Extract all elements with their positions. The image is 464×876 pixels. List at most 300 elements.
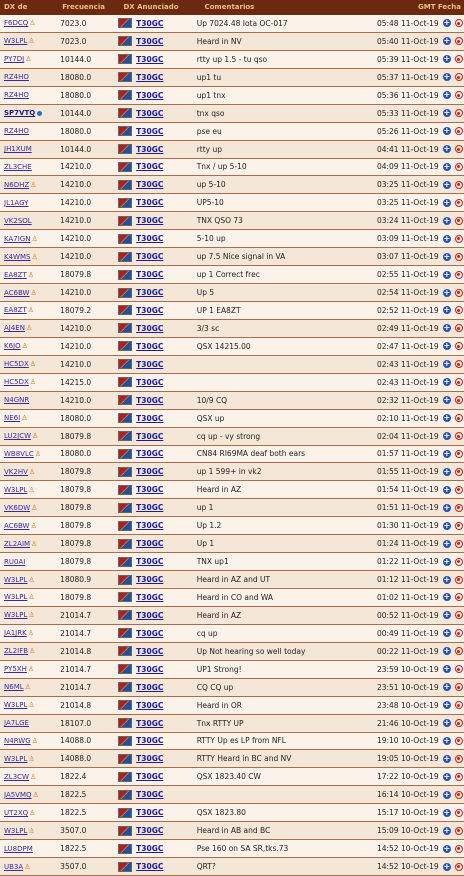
spotter-callsign-link[interactable]: RZ4HO bbox=[4, 127, 29, 136]
remove-icon[interactable] bbox=[455, 414, 463, 422]
person-icon[interactable]: ♙ bbox=[32, 432, 39, 441]
spotter-callsign-link[interactable]: VK2HV bbox=[4, 467, 28, 476]
remove-icon[interactable] bbox=[455, 468, 463, 476]
add-icon[interactable]: + bbox=[443, 861, 451, 871]
remove-icon[interactable] bbox=[455, 576, 463, 584]
spotter-callsign-link[interactable]: ZL3CHE bbox=[4, 162, 32, 171]
dx-callsign-link[interactable]: T30GC bbox=[136, 575, 164, 585]
spotter-callsign-link[interactable]: HC5DX bbox=[4, 360, 29, 369]
dx-cell bbox=[114, 700, 191, 710]
dx-cell bbox=[114, 718, 191, 728]
frequency-cell: 18080.0 bbox=[60, 126, 92, 136]
remove-icon[interactable] bbox=[455, 540, 463, 548]
person-icon[interactable]: ♙ bbox=[30, 180, 37, 189]
time-cell: 01:22 11-Oct-19 bbox=[376, 557, 439, 567]
add-icon[interactable]: + bbox=[443, 18, 451, 28]
row-actions bbox=[442, 253, 464, 261]
dx-callsign-link[interactable]: T30GC bbox=[136, 610, 164, 620]
add-icon[interactable]: + bbox=[443, 502, 451, 512]
dx-callsign-link[interactable]: T30GC bbox=[136, 557, 164, 567]
dx-callsign-link[interactable]: T30GC bbox=[136, 144, 164, 154]
remove-icon[interactable] bbox=[455, 271, 463, 279]
time-cell: 01:12 11-Oct-19 bbox=[376, 575, 439, 585]
add-icon[interactable]: + bbox=[443, 341, 451, 351]
person-icon[interactable]: ♙ bbox=[27, 665, 35, 674]
spotter-callsign-link[interactable]: JH1XUM bbox=[4, 145, 32, 154]
add-icon[interactable]: + bbox=[443, 323, 451, 333]
add-icon[interactable]: + bbox=[443, 179, 451, 189]
spotter-callsign-link[interactable]: RU0AI bbox=[4, 557, 26, 566]
dx-callsign-link[interactable]: T30GC bbox=[136, 844, 164, 854]
person-icon[interactable]: ♙ bbox=[27, 270, 35, 279]
remove-icon[interactable] bbox=[455, 863, 463, 871]
spotter-callsign-link[interactable]: JL1AGY bbox=[4, 198, 29, 207]
spotter-callsign-link[interactable]: VK6DW bbox=[4, 503, 31, 512]
row-actions bbox=[442, 486, 464, 494]
add-icon[interactable]: + bbox=[443, 144, 451, 154]
remove-icon[interactable] bbox=[455, 360, 463, 368]
spotter-callsign-link[interactable]: W3LPL bbox=[4, 575, 28, 584]
dx-callsign-link[interactable]: T30GC bbox=[136, 700, 164, 710]
add-icon[interactable]: + bbox=[443, 700, 451, 710]
time-cell: 02:43 11-Oct-19 bbox=[376, 377, 439, 387]
spotter-cell bbox=[0, 199, 55, 207]
flag-icon bbox=[118, 664, 132, 674]
spotter-callsign-link[interactable]: AC6BW bbox=[4, 521, 30, 530]
spotter-cell bbox=[0, 486, 55, 494]
person-icon[interactable]: ♙ bbox=[28, 485, 35, 494]
dx-callsign-link[interactable]: T30GC bbox=[136, 234, 164, 244]
frequency-cell: 21014.8 bbox=[60, 700, 92, 710]
add-icon[interactable]: + bbox=[443, 628, 451, 638]
table-row bbox=[0, 194, 464, 212]
dx-callsign-link[interactable]: T30GC bbox=[136, 359, 164, 369]
add-icon[interactable]: + bbox=[443, 126, 451, 136]
add-icon[interactable]: + bbox=[443, 431, 451, 441]
dx-callsign-link[interactable]: T30GC bbox=[136, 90, 164, 100]
add-icon[interactable]: + bbox=[443, 610, 451, 620]
spotter-callsign-link[interactable]: W3LPL bbox=[4, 754, 28, 763]
person-icon[interactable]: ♙ bbox=[28, 611, 35, 620]
row-actions bbox=[442, 414, 464, 422]
frequency-cell: 14210.0 bbox=[60, 234, 92, 244]
spotter-cell bbox=[0, 450, 55, 458]
flag-icon bbox=[118, 54, 132, 64]
spotter-cell bbox=[0, 289, 55, 297]
dx-callsign-link[interactable]: T30GC bbox=[136, 126, 164, 136]
spotter-callsign-link[interactable]: W3LPL bbox=[4, 593, 28, 602]
spotter-callsign-link[interactable]: K4WMS bbox=[4, 252, 31, 261]
header-dx[interactable]: DX Anunciado bbox=[123, 3, 179, 11]
spotter-cell bbox=[0, 504, 55, 512]
dx-callsign-link[interactable]: T30GC bbox=[136, 592, 164, 602]
dx-callsign-link[interactable]: T30GC bbox=[136, 467, 164, 477]
spotter-callsign-link[interactable]: RZ4HO bbox=[4, 73, 29, 82]
flag-icon bbox=[118, 592, 132, 602]
remove-icon[interactable] bbox=[455, 145, 463, 153]
add-icon[interactable]: + bbox=[443, 484, 451, 494]
person-icon[interactable]: ♙ bbox=[30, 521, 37, 530]
comment-cell: up 1 599+ in vk2 bbox=[196, 467, 262, 477]
spotter-callsign-link[interactable]: HC5DX bbox=[4, 378, 29, 387]
flag-icon bbox=[118, 754, 132, 764]
person-icon[interactable]: ♙ bbox=[29, 772, 37, 781]
person-icon[interactable]: ♙ bbox=[31, 539, 38, 548]
add-icon[interactable]: + bbox=[443, 233, 451, 243]
dx-callsign-link[interactable]: T30GC bbox=[136, 826, 164, 836]
dx-callsign-link[interactable]: T30GC bbox=[136, 736, 164, 746]
dx-callsign-link[interactable]: T30GC bbox=[136, 180, 164, 190]
dx-callsign-link[interactable]: T30GC bbox=[136, 108, 164, 118]
dx-cell bbox=[114, 808, 191, 818]
dx-callsign-link[interactable]: T30GC bbox=[136, 198, 164, 208]
spotter-callsign-link[interactable]: N4GNR bbox=[4, 396, 30, 405]
spotter-callsign-link[interactable]: VK2SOL bbox=[4, 216, 32, 225]
person-icon[interactable]: ♙ bbox=[29, 808, 36, 817]
person-icon[interactable]: ♙ bbox=[31, 503, 38, 512]
remove-icon[interactable] bbox=[455, 55, 463, 63]
add-icon[interactable]: + bbox=[443, 718, 451, 728]
dx-callsign-link[interactable]: T30GC bbox=[136, 270, 164, 280]
remove-icon[interactable] bbox=[455, 253, 463, 261]
header-comments[interactable]: Comentarios bbox=[204, 3, 255, 11]
spotter-callsign-link[interactable]: LU8DPM bbox=[4, 844, 33, 853]
person-icon[interactable]: ♙ bbox=[29, 360, 37, 369]
spotter-callsign-link[interactable]: UT2XQ bbox=[4, 808, 29, 817]
spotter-callsign-link[interactable]: UB3A bbox=[4, 862, 24, 871]
add-icon[interactable]: + bbox=[443, 574, 451, 584]
dx-callsign-link[interactable]: T30GC bbox=[136, 808, 164, 818]
spotter-callsign-link[interactable]: ZL2AIM bbox=[4, 539, 31, 548]
dx-callsign-link[interactable]: T30GC bbox=[136, 772, 164, 782]
add-icon[interactable]: + bbox=[443, 36, 451, 46]
remove-icon[interactable] bbox=[455, 593, 463, 601]
dx-callsign-link[interactable]: T30GC bbox=[136, 539, 164, 549]
dx-callsign-link[interactable]: T30GC bbox=[136, 485, 164, 495]
add-icon[interactable]: + bbox=[443, 682, 451, 692]
spotter-cell bbox=[0, 719, 55, 727]
remove-icon[interactable] bbox=[455, 396, 463, 404]
remove-icon[interactable] bbox=[455, 91, 463, 99]
dx-cell bbox=[114, 18, 191, 28]
spotter-callsign-link[interactable]: NE6I bbox=[4, 414, 21, 423]
remove-icon[interactable] bbox=[455, 522, 463, 530]
add-icon[interactable]: + bbox=[443, 90, 451, 100]
add-icon[interactable]: + bbox=[443, 646, 451, 656]
person-icon[interactable]: ♙ bbox=[28, 467, 36, 476]
add-icon[interactable]: + bbox=[443, 448, 451, 458]
comment-cell: Up Not hearing so well today bbox=[196, 646, 306, 656]
dx-cell bbox=[114, 682, 191, 692]
add-icon[interactable]: + bbox=[443, 735, 451, 745]
add-icon[interactable]: + bbox=[443, 161, 451, 171]
add-icon[interactable]: + bbox=[443, 556, 451, 566]
person-icon[interactable]: ♙ bbox=[27, 306, 35, 315]
person-icon[interactable]: ♙ bbox=[28, 575, 35, 584]
frequency-cell: 10144.0 bbox=[60, 54, 92, 64]
remove-icon[interactable] bbox=[455, 163, 463, 171]
dx-callsign-link[interactable]: T30GC bbox=[136, 862, 164, 872]
remove-icon[interactable] bbox=[455, 324, 463, 332]
add-icon[interactable]: + bbox=[443, 359, 451, 369]
dx-callsign-link[interactable]: T30GC bbox=[136, 377, 164, 387]
remove-icon[interactable] bbox=[455, 19, 463, 27]
remove-icon[interactable] bbox=[455, 181, 463, 189]
spotter-cell bbox=[0, 755, 55, 763]
person-icon[interactable]: ♙ bbox=[29, 378, 37, 387]
comment-cell: cq up - vy strong bbox=[196, 431, 261, 441]
time-cell: 05:33 11-Oct-19 bbox=[376, 108, 439, 118]
remove-icon[interactable] bbox=[455, 486, 463, 494]
remove-icon[interactable] bbox=[455, 342, 463, 350]
time-cell: 01:57 11-Oct-19 bbox=[376, 449, 439, 459]
dx-callsign-link[interactable]: T30GC bbox=[136, 341, 164, 351]
remove-icon[interactable] bbox=[455, 558, 463, 566]
spotter-callsign-link[interactable]: W3LPL bbox=[4, 826, 28, 835]
spotter-callsign-link[interactable]: EA8ZT bbox=[4, 270, 27, 279]
person-icon[interactable]: ♙ bbox=[21, 414, 28, 423]
remove-icon[interactable] bbox=[455, 647, 463, 655]
remove-icon[interactable] bbox=[455, 719, 463, 727]
remove-icon[interactable] bbox=[455, 235, 463, 243]
remove-icon[interactable] bbox=[455, 109, 463, 117]
remove-icon[interactable] bbox=[455, 127, 463, 135]
dx-callsign-link[interactable]: T30GC bbox=[136, 54, 164, 64]
row-actions bbox=[442, 217, 464, 225]
remove-icon[interactable] bbox=[455, 809, 463, 817]
add-icon[interactable]: + bbox=[443, 305, 451, 315]
comment-cell: UP 1 EA8ZT bbox=[196, 305, 241, 315]
spotter-callsign-link[interactable]: JA5VMQ bbox=[4, 790, 32, 799]
add-icon[interactable]: + bbox=[443, 771, 451, 781]
spotter-callsign-link[interactable]: W3LPL bbox=[4, 485, 28, 494]
spotter-callsign-link[interactable]: ZL2IFB bbox=[4, 647, 29, 656]
dx-cell bbox=[114, 198, 191, 208]
online-status-icon bbox=[37, 111, 42, 116]
spotter-callsign-link[interactable]: AJ4EN bbox=[4, 324, 25, 333]
remove-icon[interactable] bbox=[455, 504, 463, 512]
header-time[interactable]: GMT Fecha bbox=[417, 3, 462, 11]
spotter-cell bbox=[0, 73, 55, 81]
frequency-cell: 18080.0 bbox=[60, 90, 92, 100]
person-icon[interactable]: ♙ bbox=[28, 593, 35, 602]
time-cell: 01:02 11-Oct-19 bbox=[376, 592, 439, 602]
add-icon[interactable]: + bbox=[443, 843, 451, 853]
header-freq[interactable]: Frecuencia bbox=[62, 3, 105, 11]
person-icon[interactable]: ♙ bbox=[24, 683, 31, 692]
table-row bbox=[0, 840, 464, 858]
remove-icon[interactable] bbox=[455, 755, 463, 763]
person-icon[interactable]: ♙ bbox=[34, 449, 42, 458]
person-icon[interactable]: ♙ bbox=[27, 629, 34, 638]
spotter-cell bbox=[0, 342, 55, 350]
spotter-callsign-link[interactable]: N6ML bbox=[4, 683, 24, 692]
add-icon[interactable]: + bbox=[443, 72, 451, 82]
spotter-callsign-link[interactable]: ZL3CW bbox=[4, 772, 29, 781]
time-cell: 05:48 11-Oct-19 bbox=[376, 18, 439, 28]
dx-callsign-link[interactable]: T30GC bbox=[136, 646, 164, 656]
row-actions bbox=[442, 576, 464, 584]
dx-callsign-link[interactable]: T30GC bbox=[136, 628, 164, 638]
person-icon[interactable]: ♙ bbox=[31, 252, 38, 261]
table-row bbox=[0, 571, 464, 589]
spotter-callsign-link[interactable]: F6DCQ bbox=[4, 19, 29, 28]
remove-icon[interactable] bbox=[455, 37, 463, 45]
dx-callsign-link[interactable]: T30GC bbox=[136, 288, 164, 298]
add-icon[interactable]: + bbox=[443, 753, 451, 763]
remove-icon[interactable] bbox=[455, 73, 463, 81]
add-icon[interactable]: + bbox=[443, 251, 451, 261]
dx-callsign-link[interactable]: T30GC bbox=[136, 521, 164, 531]
dx-callsign-link[interactable]: T30GC bbox=[136, 682, 164, 692]
dx-callsign-link[interactable]: T30GC bbox=[136, 305, 164, 315]
add-icon[interactable]: + bbox=[443, 789, 451, 799]
dx-callsign-link[interactable]: T30GC bbox=[136, 718, 164, 728]
remove-icon[interactable] bbox=[455, 611, 463, 619]
spotter-callsign-link[interactable]: W3LPL bbox=[4, 37, 28, 46]
spotter-callsign-link[interactable]: EA8ZT bbox=[4, 306, 27, 315]
frequency-cell: 18107.0 bbox=[60, 718, 92, 728]
flag-icon bbox=[118, 270, 132, 280]
time-cell: 01:54 11-Oct-19 bbox=[376, 485, 439, 495]
person-icon[interactable]: ♙ bbox=[25, 324, 33, 333]
add-icon[interactable]: + bbox=[443, 807, 451, 817]
dx-callsign-link[interactable]: T30GC bbox=[136, 503, 164, 513]
add-icon[interactable]: + bbox=[443, 377, 451, 387]
remove-icon[interactable] bbox=[455, 289, 463, 297]
person-icon[interactable]: ♙ bbox=[28, 701, 35, 710]
spotter-callsign-link[interactable]: W3LPL bbox=[4, 701, 28, 710]
remove-icon[interactable] bbox=[455, 791, 463, 799]
person-icon[interactable]: ♙ bbox=[21, 342, 28, 351]
dx-callsign-link[interactable]: T30GC bbox=[136, 323, 164, 333]
spotter-callsign-link[interactable]: PY7DJ bbox=[4, 55, 25, 64]
dx-callsign-link[interactable]: T30GC bbox=[136, 790, 164, 800]
add-icon[interactable]: + bbox=[443, 466, 451, 476]
dx-callsign-link[interactable]: T30GC bbox=[136, 431, 164, 441]
spotter-callsign-link[interactable]: KA7IGN bbox=[4, 234, 31, 243]
dx-callsign-link[interactable]: T30GC bbox=[136, 72, 164, 82]
spotter-callsign-link[interactable]: WB8VLC bbox=[4, 449, 34, 458]
row-actions bbox=[442, 540, 464, 548]
header-call[interactable]: DX de bbox=[4, 3, 28, 11]
person-icon[interactable]: ♙ bbox=[28, 826, 35, 835]
dx-cell bbox=[114, 377, 191, 387]
dx-callsign-link[interactable]: T30GC bbox=[136, 36, 164, 46]
flag-icon bbox=[118, 736, 132, 746]
remove-icon[interactable] bbox=[455, 629, 463, 637]
comment-cell: Up 7024.48 Iota OC-017 bbox=[196, 18, 288, 28]
remove-icon[interactable] bbox=[455, 827, 463, 835]
person-icon[interactable]: ♙ bbox=[29, 19, 36, 28]
spotter-callsign-link[interactable]: SP7VTQ bbox=[4, 109, 36, 118]
person-icon[interactable]: ♙ bbox=[30, 288, 37, 297]
add-icon[interactable]: + bbox=[443, 197, 451, 207]
dx-cell bbox=[114, 628, 191, 638]
remove-icon[interactable] bbox=[455, 845, 463, 853]
remove-icon[interactable] bbox=[455, 683, 463, 691]
spotter-callsign-link[interactable]: PY5XH bbox=[4, 665, 27, 674]
spotter-callsign-link[interactable]: JA7LGE bbox=[4, 719, 29, 728]
spotter-callsign-link[interactable]: K6JO bbox=[4, 342, 21, 351]
person-icon[interactable]: ♙ bbox=[32, 790, 39, 799]
person-icon[interactable]: ♙ bbox=[28, 754, 35, 763]
add-icon[interactable]: + bbox=[443, 108, 451, 118]
dx-callsign-link[interactable]: T30GC bbox=[136, 664, 164, 674]
person-icon[interactable]: ♙ bbox=[31, 736, 38, 745]
spotter-callsign-link[interactable]: JA1JRK bbox=[4, 629, 27, 638]
dx-callsign-link[interactable]: T30GC bbox=[136, 162, 164, 172]
frequency-cell: 10144.0 bbox=[60, 144, 92, 154]
dx-callsign-link[interactable]: T30GC bbox=[136, 216, 164, 226]
person-icon[interactable]: ♙ bbox=[24, 862, 31, 871]
remove-icon[interactable] bbox=[455, 737, 463, 745]
add-icon[interactable]: + bbox=[443, 269, 451, 279]
dx-callsign-link[interactable]: T30GC bbox=[136, 252, 164, 262]
row-actions bbox=[442, 235, 464, 243]
dx-callsign-link[interactable]: T30GC bbox=[136, 413, 164, 423]
add-icon[interactable]: + bbox=[443, 664, 451, 674]
time-cell: 19:05 10-Oct-19 bbox=[376, 754, 439, 764]
table-row bbox=[0, 697, 464, 715]
add-icon[interactable]: + bbox=[443, 287, 451, 297]
person-icon[interactable]: ♙ bbox=[28, 37, 35, 46]
remove-icon[interactable] bbox=[455, 432, 463, 440]
time-cell: 03:07 11-Oct-19 bbox=[376, 252, 439, 262]
add-icon[interactable]: + bbox=[443, 395, 451, 405]
add-icon[interactable]: + bbox=[443, 592, 451, 602]
spotter-cell bbox=[0, 19, 55, 27]
dx-cell bbox=[114, 323, 191, 333]
frequency-cell: 14210.0 bbox=[60, 252, 92, 262]
add-icon[interactable]: + bbox=[443, 215, 451, 225]
comment-cell: Tnx RTTY UP bbox=[196, 718, 244, 728]
person-icon[interactable]: ♙ bbox=[25, 55, 32, 64]
remove-icon[interactable] bbox=[455, 378, 463, 386]
person-icon[interactable]: ♙ bbox=[29, 647, 36, 656]
dx-callsign-link[interactable]: T30GC bbox=[136, 395, 164, 405]
dx-callsign-link[interactable]: T30GC bbox=[136, 18, 164, 28]
add-icon[interactable]: + bbox=[443, 520, 451, 530]
remove-icon[interactable] bbox=[455, 773, 463, 781]
add-icon[interactable]: + bbox=[443, 413, 451, 423]
dx-callsign-link[interactable]: T30GC bbox=[136, 449, 164, 459]
remove-icon[interactable] bbox=[455, 199, 463, 207]
remove-icon[interactable] bbox=[455, 306, 463, 314]
time-cell: 15:09 10-Oct-19 bbox=[376, 826, 439, 836]
remove-icon[interactable] bbox=[455, 450, 463, 458]
spotter-callsign-link[interactable]: LU2JCW bbox=[4, 432, 32, 441]
spotter-callsign-link[interactable]: RZ4HO bbox=[4, 91, 29, 100]
row-actions bbox=[442, 827, 464, 835]
remove-icon[interactable] bbox=[455, 217, 463, 225]
remove-icon[interactable] bbox=[455, 665, 463, 673]
dx-cell bbox=[114, 341, 191, 351]
spotter-callsign-link[interactable]: N4RWG bbox=[4, 736, 31, 745]
spotter-callsign-link[interactable]: W3LPL bbox=[4, 611, 28, 620]
remove-icon[interactable] bbox=[455, 701, 463, 709]
person-icon[interactable]: ♙ bbox=[31, 234, 38, 243]
flag-icon bbox=[118, 36, 132, 46]
spotter-callsign-link[interactable]: N6DHZ bbox=[4, 180, 30, 189]
add-icon[interactable]: + bbox=[443, 825, 451, 835]
spotter-callsign-link[interactable]: AC6BW bbox=[4, 288, 30, 297]
dx-cell bbox=[114, 180, 191, 190]
dx-callsign-link[interactable]: T30GC bbox=[136, 754, 164, 764]
add-icon[interactable]: + bbox=[443, 538, 451, 548]
add-icon[interactable]: + bbox=[443, 54, 451, 64]
table-row bbox=[0, 141, 464, 159]
